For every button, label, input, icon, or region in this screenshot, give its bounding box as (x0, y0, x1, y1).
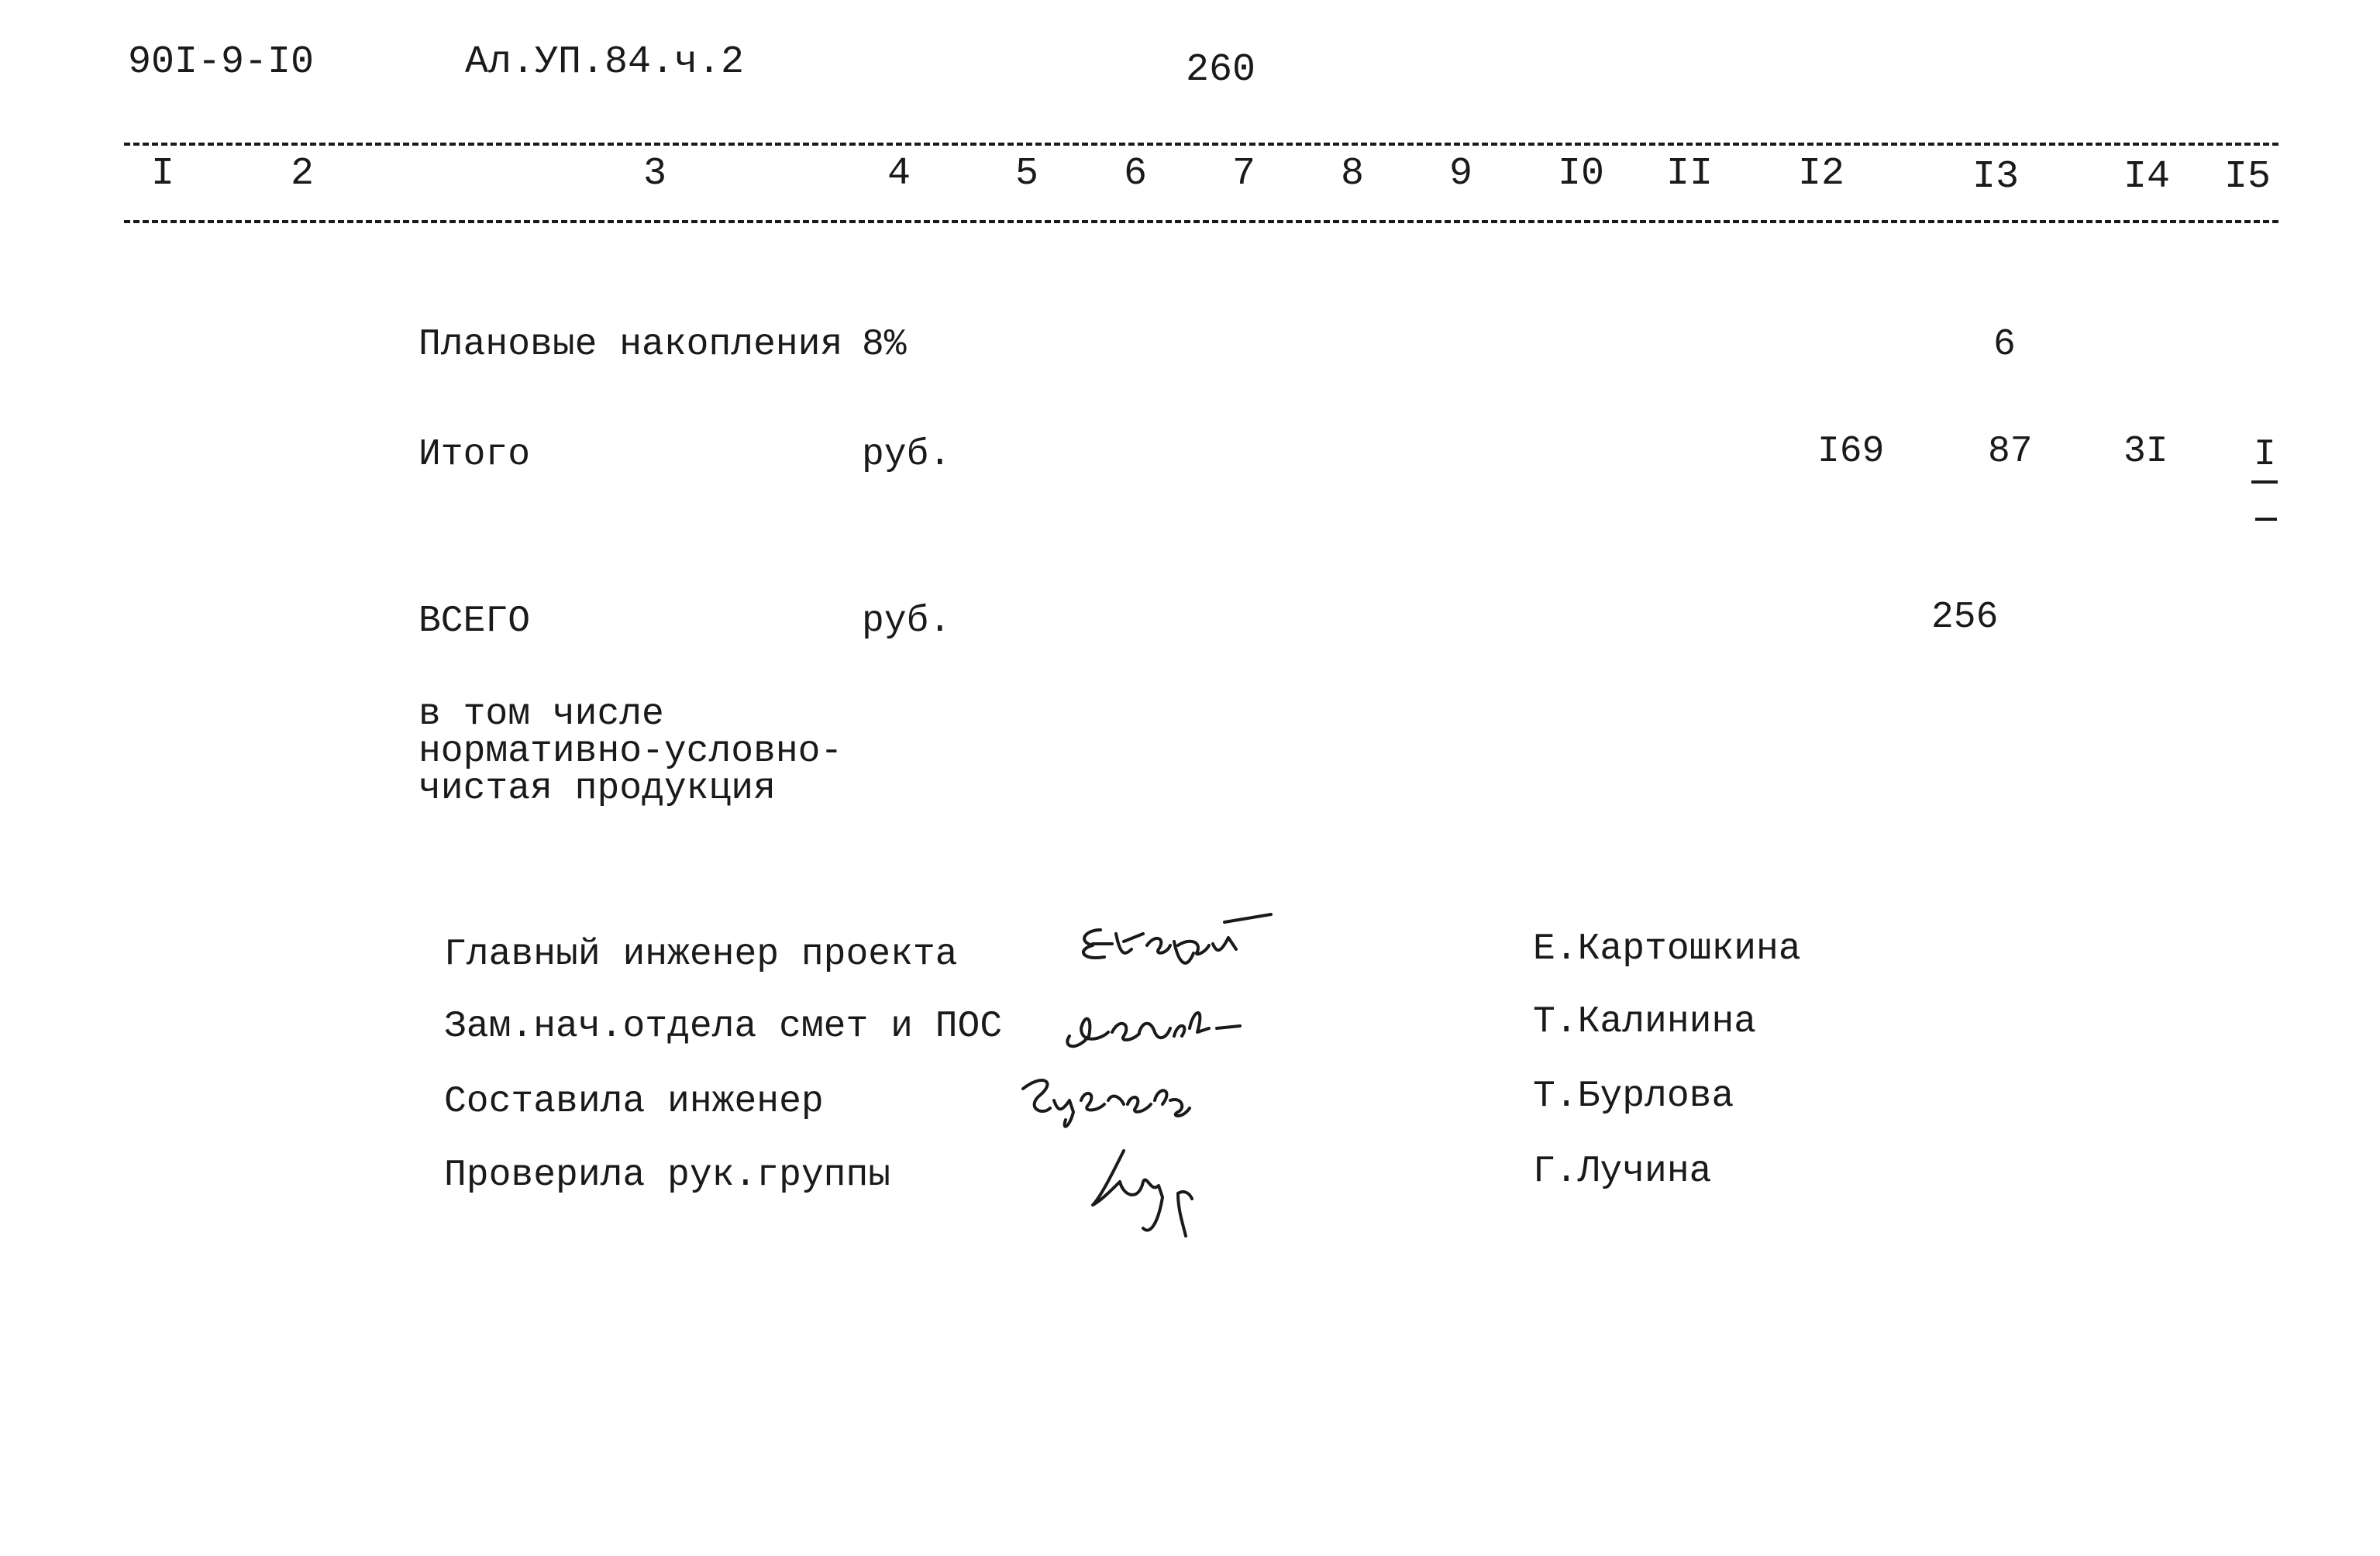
signature-role: Зам.нач.отдела смет и ПОС (444, 1006, 1003, 1048)
subtotal-col15: I (2254, 434, 2276, 476)
subtotal-col14: 3I (2123, 431, 2168, 473)
subtotal-col15-underline (2251, 480, 2278, 484)
including-line-1: в том числе (418, 694, 664, 735)
column-number: 2 (290, 152, 314, 196)
subtotal-label: Итого (418, 434, 531, 476)
signature-role: Проверила рук.группы (444, 1155, 891, 1196)
grand-total-value: 256 (1931, 597, 1999, 639)
grand-total-label: ВСЕГО (418, 601, 531, 642)
subtotal-unit: руб. (862, 434, 952, 476)
album-reference: Ал.УП.84.ч.2 (465, 40, 745, 84)
column-number: 4 (887, 152, 911, 196)
column-number: 3 (642, 152, 666, 196)
handwritten-signature (1046, 993, 1255, 1063)
including-line-3: чистая продукция (418, 768, 776, 810)
signature-role: Главный инженер проекта (444, 934, 958, 976)
column-number: 8 (1340, 152, 1364, 196)
signatory-name: Г.Лучина (1533, 1151, 1712, 1193)
planned-accumulations-label: Плановые накопления (418, 324, 843, 366)
column-number: I4 (2123, 155, 2170, 199)
column-number: I2 (1797, 152, 1844, 196)
grand-total-unit: руб. (862, 601, 952, 642)
column-number: I3 (1972, 155, 2019, 199)
column-number: 5 (1014, 152, 1038, 196)
column-number: II (1665, 152, 1713, 196)
subtotal-col15-dash (2255, 518, 2277, 521)
signatory-name: Е.Картошкина (1533, 928, 1801, 970)
column-number: 6 (1123, 152, 1147, 196)
handwritten-signature (1077, 1127, 1232, 1251)
including-line-2: нормативно-условно- (418, 731, 843, 773)
subtotal-col12: I69 (1817, 431, 1885, 473)
planned-accumulations-rate: 8% (862, 324, 907, 366)
subtotal-col13: 87 (1988, 431, 2033, 473)
column-number: I5 (2223, 155, 2271, 199)
column-number: 7 (1231, 152, 1255, 196)
table-top-rule (124, 143, 2278, 146)
document-code: 90I-9-I0 (128, 40, 315, 84)
column-number: 9 (1448, 152, 1472, 196)
planned-accumulations-col13: 6 (1993, 324, 2016, 366)
signature-role: Составила инженер (444, 1081, 824, 1123)
handwritten-signature (1069, 907, 1302, 976)
page-number: 260 (1186, 48, 1256, 92)
column-number: I0 (1557, 152, 1604, 196)
table-header-bottom-rule (124, 220, 2278, 223)
signatory-name: Т.Бурлова (1533, 1076, 1734, 1117)
signatory-name: Т.Калинина (1533, 1001, 1757, 1043)
column-number: I (150, 152, 174, 196)
